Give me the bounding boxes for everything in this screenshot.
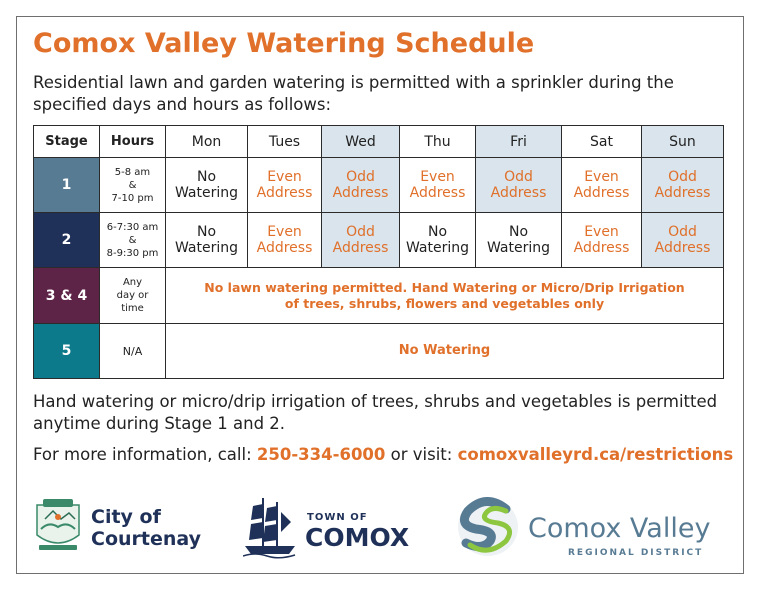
header-thu: Thu <box>400 126 476 158</box>
stage-34-message: No lawn watering permitted. Hand Watering or Micro/Drip Irrigation of trees, shrubs, flowers and vegetables only <box>166 268 724 324</box>
stage-2-label: 2 <box>34 213 100 268</box>
hand-watering-note: Hand watering or micro/drip irrigation of trees, shrubs and vegetables is permitted anytime during Stage 1 and 2. <box>33 392 718 433</box>
town-of-comox-logo <box>243 492 433 560</box>
header-row <box>34 126 724 158</box>
website-link[interactable]: comoxvalleyrd.ca/restrictions <box>457 445 734 464</box>
stage-1-wed: Odd Address <box>322 158 400 213</box>
stage-2-hours: 6-7:30 am & 8-9:30 pm <box>100 213 166 268</box>
header-hours: Hours <box>100 126 166 158</box>
stage-1-label: 1 <box>34 158 100 213</box>
stage-2-row <box>34 213 724 268</box>
stage-2-mon: No Watering <box>166 213 248 268</box>
courtenay-crest-icon <box>37 499 79 550</box>
stage-1-sun: Odd Address <box>642 158 724 213</box>
stage-5-label: 5 <box>34 324 100 379</box>
contact-middle: or visit: <box>385 445 458 464</box>
stage-1-row <box>34 158 724 213</box>
stage-2-fri: No Watering <box>476 213 562 268</box>
header-sat: Sat <box>562 126 642 158</box>
stage-2-sat: Even Address <box>562 213 642 268</box>
header-mon: Mon <box>166 126 248 158</box>
stage-5-hours: N/A <box>100 324 166 379</box>
comox-line-2: COMOX <box>305 523 410 552</box>
stage-34-hours: Any day or time <box>100 268 166 324</box>
contact-prefix: For more information, call: <box>33 445 257 464</box>
header-fri: Fri <box>476 126 562 158</box>
intro-text: Residential lawn and garden watering is permitted with a sprinkler during the specified days and hours as follows: <box>33 73 674 114</box>
header-sun: Sun <box>642 126 724 158</box>
header-tue: Tues <box>248 126 322 158</box>
city-of-courtenay-logo <box>33 495 213 557</box>
sailing-ship-icon <box>243 498 295 558</box>
contact-line <box>33 445 733 464</box>
comox-line-1: TOWN OF <box>307 512 368 523</box>
comox-valley-regional-district-logo <box>456 495 741 559</box>
cvrd-swirl-icon <box>458 498 518 556</box>
courtenay-line-2: Courtenay <box>91 528 202 550</box>
stage-34-row <box>34 268 724 324</box>
stage-1-sat: Even Address <box>562 158 642 213</box>
stage-2-sun: Odd Address <box>642 213 724 268</box>
stage-2-tue: Even Address <box>248 213 322 268</box>
stage-5-row <box>34 324 724 379</box>
page-title: Comox Valley Watering Schedule <box>33 28 535 59</box>
header-stage: Stage <box>34 126 100 158</box>
stage-34-label: 3 & 4 <box>34 268 100 324</box>
phone-number[interactable]: 250-334-6000 <box>256 445 386 464</box>
stage-1-fri: Odd Address <box>476 158 562 213</box>
stage-2-wed: Odd Address <box>322 213 400 268</box>
stage-1-mon: No Watering <box>166 158 248 213</box>
stage-5-message: No Watering <box>166 324 724 379</box>
watering-schedule-table <box>33 125 724 379</box>
stage-2-thu: No Watering <box>400 213 476 268</box>
cvrd-line-2: REGIONAL DISTRICT <box>568 548 704 558</box>
stage-1-tue: Even Address <box>248 158 322 213</box>
header-wed: Wed <box>322 126 400 158</box>
stage-1-hours: 5-8 am & 7-10 pm <box>100 158 166 213</box>
stage-1-thu: Even Address <box>400 158 476 213</box>
cvrd-line-1: Comox Valley <box>528 513 711 544</box>
courtenay-line-1: City of <box>91 506 161 528</box>
